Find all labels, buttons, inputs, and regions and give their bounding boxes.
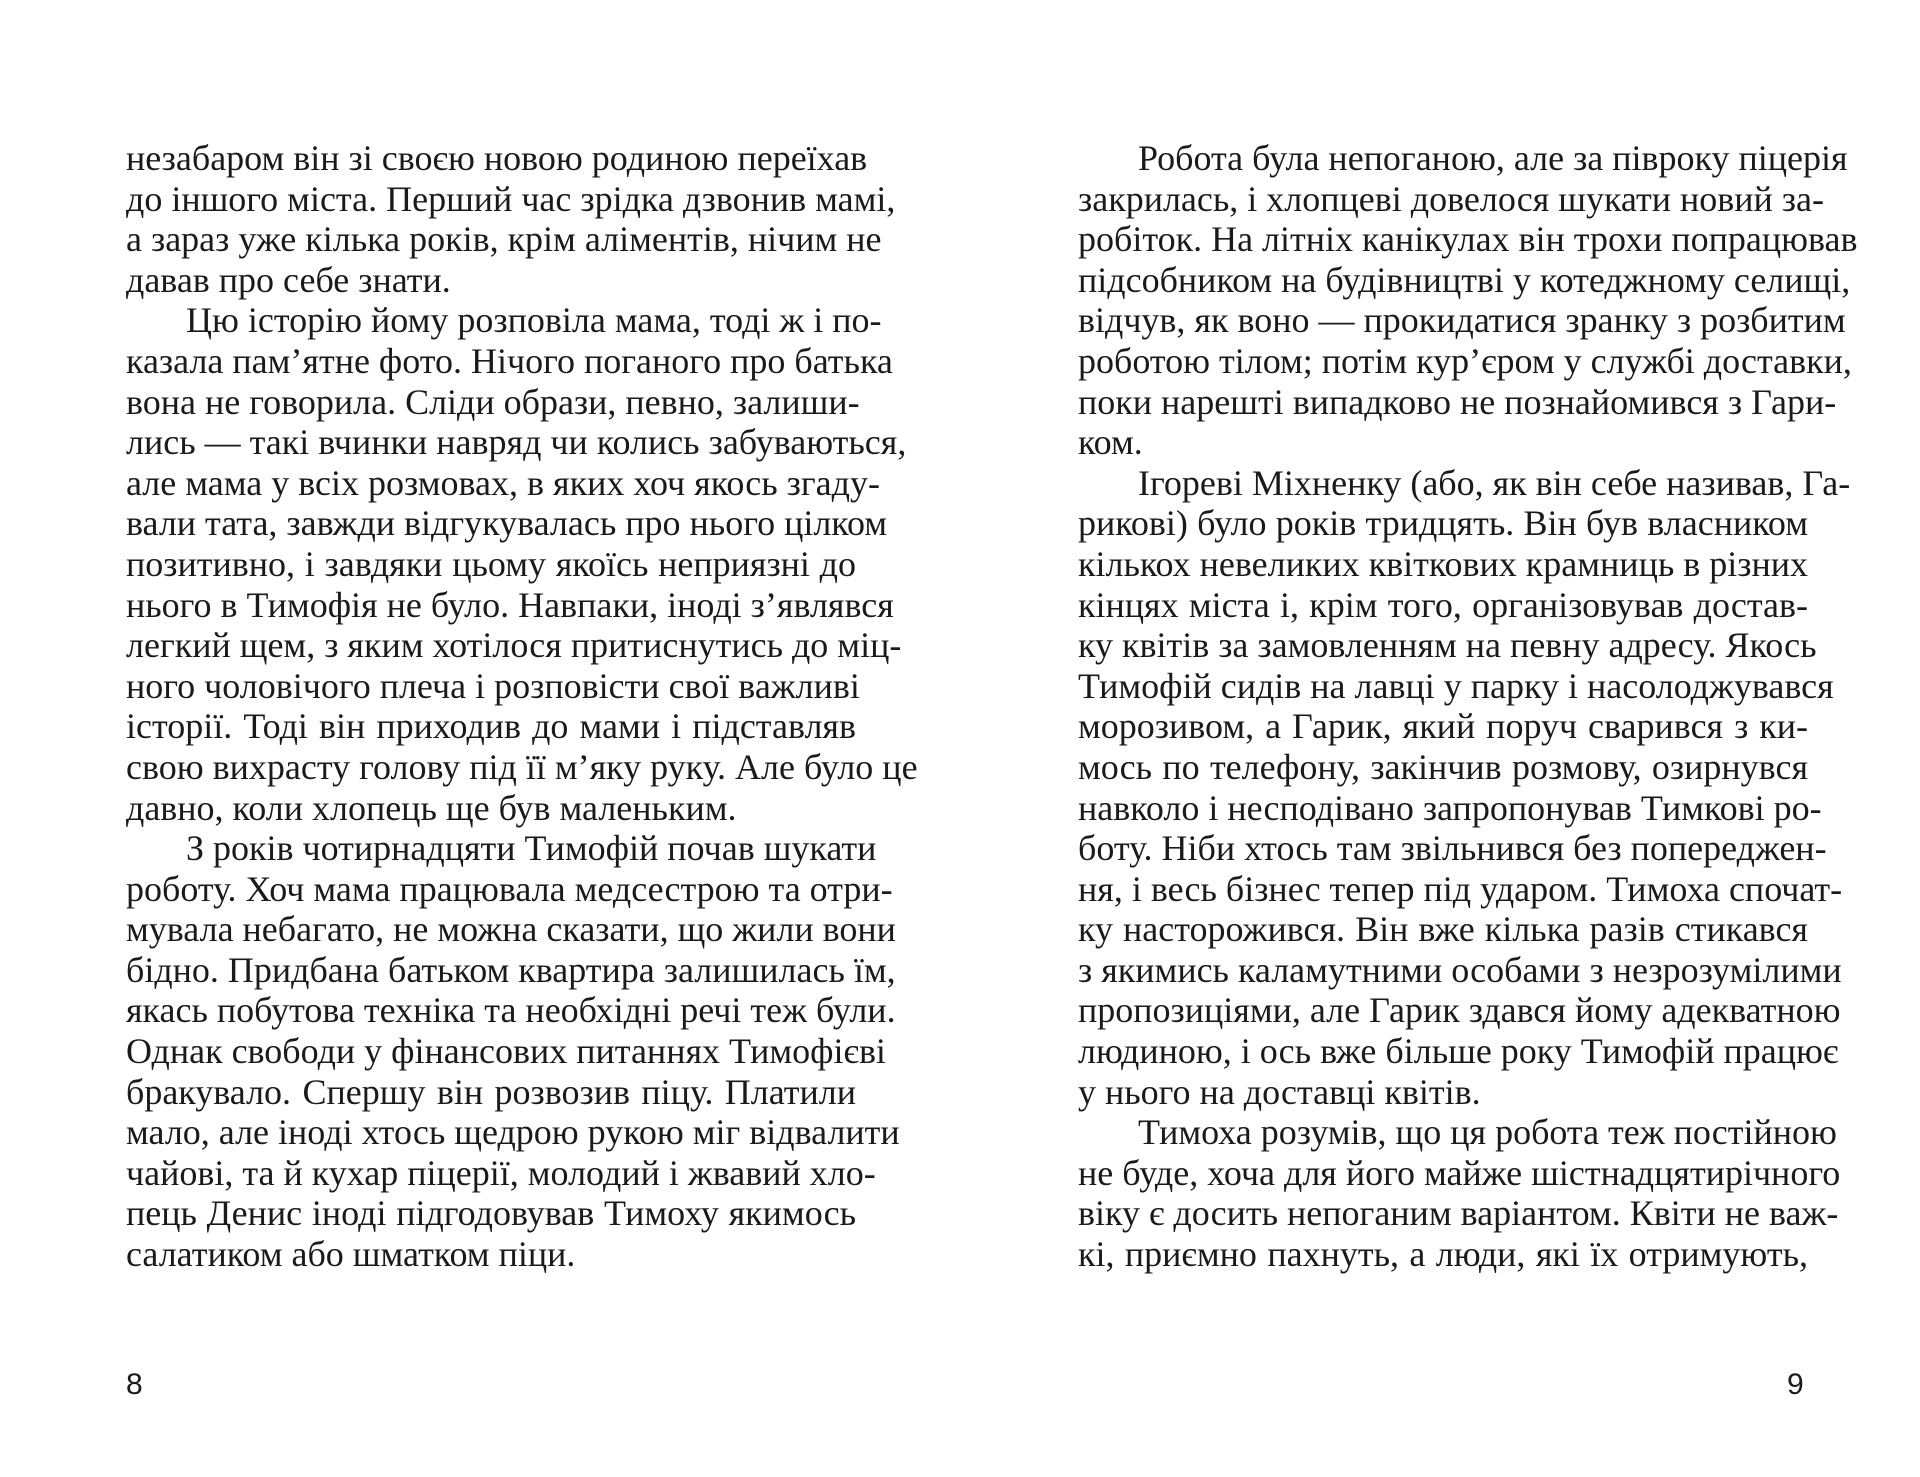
text-line: мувала небагато, не можна сказати, що жили вони xyxy=(126,909,896,950)
text-line: роботою тілом; потім кур’єром у службі доставки, xyxy=(1078,340,1852,381)
text-line: Ігореві Міхненку (або, як він себе називав, Га- xyxy=(1138,462,1851,503)
text-line: підсобником на будівництві у котеджному селищі, xyxy=(1078,259,1851,300)
text-line: кінцях міста і, крім того, організовував достав- xyxy=(1078,584,1808,625)
text-line: історії. Тоді він приходив до мами і підставляв xyxy=(126,706,856,747)
text-line: Тимоха розумів, що ця робота теж постійною xyxy=(1138,1112,1837,1153)
text-line: казала пам’ятне фото. Нічого поганого про батька xyxy=(126,340,893,381)
text-line: рикові) було років тридцять. Він був власником xyxy=(1078,503,1808,544)
text-line: навколо і несподівано запропонував Тимкові ро- xyxy=(1078,787,1822,828)
text-line: а зараз уже кілька років, крім аліментів, нічим не xyxy=(126,219,882,260)
left-page-number: 8 xyxy=(126,1368,143,1401)
text-line: бракувало. Спершу він розвозив піцу. Платили xyxy=(126,1071,856,1112)
text-line: нього в Тимофія не було. Навпаки, іноді з’являвся xyxy=(126,584,894,625)
text-line: салатиком або шматком піци. xyxy=(126,1234,576,1275)
text-line: закрилась, і хлопцеві довелося шукати новий за- xyxy=(1078,178,1824,219)
text-line: не буде, хоча для його майже шістнадцятирічного xyxy=(1078,1152,1841,1193)
text-line: до іншого міста. Перший час зрідка дзвонив мамі, xyxy=(126,178,896,219)
right-page-text xyxy=(1078,138,1858,1275)
text-line: чайові, та й кухар піцерії, молодий і жвавий хло- xyxy=(126,1152,876,1193)
text-line: давав про себе знати. xyxy=(126,259,451,300)
text-line: лись — такі вчинки навряд чи колись забуваються, xyxy=(126,422,907,463)
text-line: бідно. Придбана батьком квартира залишилась їм, xyxy=(126,949,896,990)
text-line: мало, але іноді хтось щедрою рукою міг відвалити xyxy=(126,1112,900,1153)
right-page-number: 9 xyxy=(1787,1368,1804,1401)
text-line: пець Денис іноді підгодовував Тимоху якимось xyxy=(126,1193,856,1234)
text-line: мось по телефону, закінчив розмову, озирнувся xyxy=(1078,746,1808,787)
text-line: робіток. На літніх канікулах він трохи попрацював xyxy=(1078,219,1858,260)
text-line: морозивом, а Гарик, який поруч сварився з ки- xyxy=(1078,706,1808,747)
text-line: давно, коли хлопець ще був маленьким. xyxy=(126,787,737,828)
text-line: кі, приємно пахнуть, а люди, які їх отримують, xyxy=(1078,1234,1808,1275)
text-line: пропозиціями, але Гарик здався йому адекватною xyxy=(1078,990,1841,1031)
text-line: людиною, і ось вже більше року Тимофій працює xyxy=(1078,1031,1839,1072)
text-line: але мама у всіх розмовах, в яких хоч якось згаду- xyxy=(126,462,880,503)
text-line: ня, і весь бізнес тепер під ударом. Тимоха спочат- xyxy=(1078,868,1843,909)
text-line: З років чотирнадцяти Тимофій почав шукати xyxy=(186,828,877,869)
text-line: поки нарешті випадково не познайомився з Гари- xyxy=(1078,381,1837,422)
text-line: ком. xyxy=(1078,422,1143,463)
right-page xyxy=(960,0,1920,1477)
text-line: незабаром він зі своєю новою родиною переїхав xyxy=(126,138,868,178)
text-line: вона не говорила. Сліди образи, певно, залиши- xyxy=(126,381,860,422)
text-line: ного чоловічого плеча і розповісти свої важливі xyxy=(126,665,860,706)
text-line: роботу. Хоч мама працювала медсестрою та отри- xyxy=(126,868,893,909)
text-line: Тимофій сидів на лавці у парку і насолоджувався xyxy=(1078,665,1834,706)
text-line: ку квітів за замовленням на певну адресу. Якось xyxy=(1078,625,1817,666)
text-line: якась побутова техніка та необхідні речі теж були. xyxy=(126,990,896,1031)
text-line: легкий щем, з яким хотілося притиснутись до міц- xyxy=(126,625,902,666)
text-line: Цю історію йому розповіла мама, тоді ж і по- xyxy=(186,300,882,341)
text-line: кількох невеликих квіткових крамниць в різних xyxy=(1078,543,1809,584)
text-line: позитивно, і завдяки цьому якоїсь неприязні до xyxy=(126,543,856,584)
text-line: вали тата, завжди відгукувалась про нього цілком xyxy=(126,503,888,544)
text-line: віку є досить непоганим варіантом. Квіти не важ- xyxy=(1078,1193,1839,1234)
text-line: Робота була непоганою, але за півроку піцерія xyxy=(1138,138,1848,178)
text-line: відчув, як воно — прокидатися зранку з розбитим xyxy=(1078,300,1846,341)
text-line: ку насторожився. Він вже кілька разів стикався xyxy=(1078,909,1808,950)
left-page-text xyxy=(126,138,918,1275)
text-line: Однак свободи у фінансових питаннях Тимофієві xyxy=(126,1031,886,1072)
text-line: з якимись каламутними особами з незрозумілими xyxy=(1078,949,1842,990)
text-line: у нього на доставці квітів. xyxy=(1078,1071,1481,1112)
text-line: боту. Ніби хтось там звільнився без попереджен- xyxy=(1078,828,1827,869)
text-line: свою вихрасту голову під її м’яку руку. Але було це xyxy=(126,746,918,787)
